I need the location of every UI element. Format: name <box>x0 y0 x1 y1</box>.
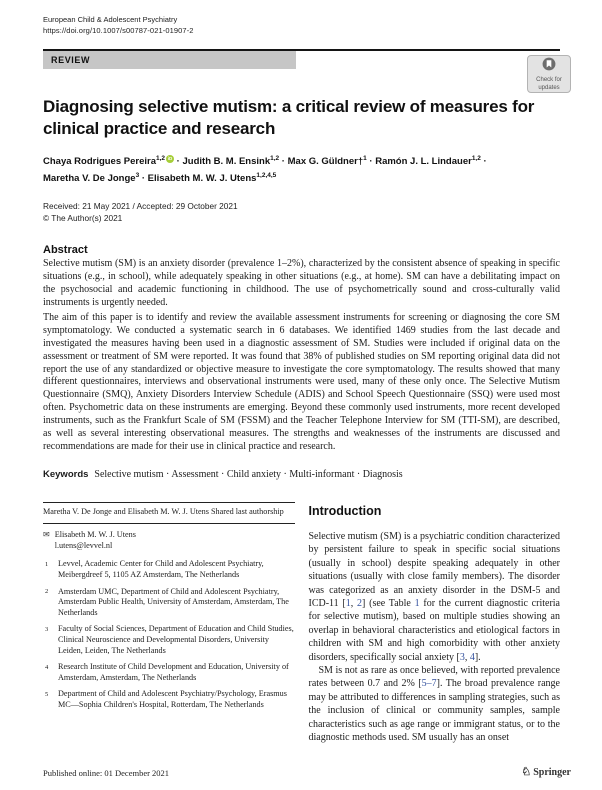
author: Chaya Rodrigues Pereira$^{1,2}$ <box>43 155 166 168</box>
citation-link[interactable]: 5–7 <box>421 678 437 690</box>
author: Elisabeth M. W. J. Utens$^{1,2,4,5}$ <box>147 172 277 185</box>
author-separator: · <box>174 156 183 168</box>
check-for-updates-badge[interactable] <box>527 55 571 93</box>
springer-logo <box>521 767 571 778</box>
affiliation-text: Levvel, Academic Center for Child and Adolescent Psychiatry, Meibergdreef 5, 1105 AZ Amsterdam, The Netherlands <box>58 559 264 579</box>
copyright-line: © The Author(s) 2021 <box>43 212 123 223</box>
author-separator: · <box>139 173 148 185</box>
affiliation-item <box>43 689 295 710</box>
correspondence-block <box>43 530 295 551</box>
affiliation-list <box>43 559 295 710</box>
correspondence-text <box>55 530 136 551</box>
check-updates-label-line1: Check for <box>536 77 562 83</box>
article-type-banner: REVIEW <box>43 51 296 69</box>
journal-name: European Child & Adolescent Psychiatry <box>43 15 178 24</box>
keywords-line <box>43 468 560 481</box>
author: Maretha V. De Jonge$^3$ <box>43 172 140 185</box>
received-accepted-line: Received: 21 May 2021 / Accepted: 29 October 2021 <box>43 201 238 212</box>
footnote-rule-bottom <box>43 523 295 525</box>
abstract-body <box>43 258 560 454</box>
affiliation-text: Faculty of Social Sciences, Department of Education and Child Studies, Clinical Neuroscience and Developmental Disorders, University Leiden, Leiden, The Netherlands <box>58 624 294 655</box>
keywords-label: Keywords <box>43 468 89 480</box>
introduction-paragraph: Selective mutism (SM) is a psychiatric condition characterized by persistent failure to speak in specific social situations (usually in school) despite speaking adequately in other situations (usually with close family members). The disorder was categorized as an anxiety disorder in the DSM-5 and ICD-11 [1, 2] (see Table 1 for the current diagnostic criteria for selective mutism), based on multiple studies showing an overlap in behavioral characteristics and etiological factors in children with SM and high comorbidity with other anxiety disorders, specifically social anxiety [3, 4]. <box>308 530 560 663</box>
author-list <box>43 152 560 186</box>
author: Ramón J. L. Lindauer$^{1,2}$ <box>375 155 481 168</box>
citation-link[interactable]: 1 <box>414 597 420 609</box>
journal-header <box>43 14 560 36</box>
introduction-paragraph: SM is not as rare as once believed, with reported prevalence rates between 0.7 and 2% [5–7]. The broad prevalence range may be attributed to differences in sampling strategies, such as the inclusion of clinical or community samples, sample characteristics such as age range or immigrant status, or to the diagnostic methods used. SM usually has an onset <box>308 664 560 743</box>
correspondence-email[interactable]: l.utens@levvel.nl <box>54 540 113 550</box>
crossmark-icon <box>542 57 556 76</box>
affiliation-item <box>43 624 295 656</box>
keywords-items: Selective mutism · Assessment · Child anxiety · Multi-informant · Diagnosis <box>94 468 403 480</box>
introduction-heading: Introduction <box>308 503 382 518</box>
banner-row <box>43 51 562 91</box>
envelope-icon: ✉ <box>43 530 50 540</box>
citation-link[interactable]: 2 <box>357 597 363 609</box>
correspondence-name: Elisabeth M. W. J. Utens <box>54 530 136 540</box>
springer-horse-icon: ♘ <box>521 766 532 778</box>
introduction-body <box>309 530 561 745</box>
affiliation-number: 5 <box>45 690 49 698</box>
affiliation-text: Amsterdam UMC, Department of Child and Adolescent Psychiatry, Amsterdam Public Health, University of Amsterdam, Amsterdam, The Netherlands <box>58 586 289 617</box>
citation-link[interactable]: 3 <box>459 651 465 663</box>
citation-link[interactable]: 1 <box>345 597 351 609</box>
affiliation-item <box>43 662 295 683</box>
affiliation-item <box>43 559 295 580</box>
footnote-rule-top <box>43 502 295 504</box>
left-column-footnotes <box>43 502 295 745</box>
shared-authorship-note: Maretha V. De Jonge and Elisabeth M. W. J. Utens Shared last authorship <box>43 507 284 517</box>
doi-link[interactable]: https://doi.org/10.1007/s00787-021-01907-2 <box>43 26 194 35</box>
author: Judith B. M. Ensink$^{1,2}$ <box>182 155 280 168</box>
abstract-paragraph: The aim of this paper is to identify and review the available assessment instruments for screening or diagnosing the core SM symptomatology. We conducted a systematic search in 6 databases. We identified 1469 studies from the last decade and investigated the measures having been used in a diagnostic assessment of SM. Studies were included if original data on the assessment or treatment of SM were reported. It was found that 38% of published studies on SM reporting original data did not report the use of any standardized or objective measure to investigate the core symptomatology. The results showed that many different questionnaires, interviews and observational instruments were used, many of these only once. The Selective Mutism Questionnaire (SMQ), Anxiety Disorders Interview Schedule (ADIS) and School Speech Questionnaire (SSQ) were used most often. Psychometric data on these instruments are emerging. Beyond these commonly used instruments, more recent developed instruments, such as the Frankfurt Scale of SM (FSSM) and the Teacher Telephone Interview for SM (TTI-SM), are described, as well as several interesting observational measures. The strengths and weaknesses of the instruments are discussed and recommendations are made for their use in clinical practice and research. <box>43 311 560 452</box>
affiliation-number: 1 <box>45 560 49 568</box>
affiliation-number: 3 <box>45 625 49 633</box>
author-separator: · <box>480 156 487 168</box>
right-column-introduction <box>309 502 561 745</box>
abstract-heading: Abstract <box>43 244 88 257</box>
author-separator: · <box>279 156 288 168</box>
check-updates-label-line2: updates <box>538 84 560 91</box>
page-footer <box>43 767 571 778</box>
abstract-paragraph: Selective mutism (SM) is an anxiety disorder (prevalence 1–2%), characterized by the consistent absence of speaking in specific situations (e.g., in school), while adequately speaking in other situations (e.g., at home). SM can have a debilitating impact on the psychosocial and academic functioning in childhood. The use of psychometrically sound and cross-culturally valid instruments is urgently needed. <box>43 258 560 309</box>
affiliation-number: 2 <box>45 588 49 596</box>
affiliation-item <box>43 587 295 619</box>
springer-wordmark: Springer <box>533 767 571 778</box>
affiliation-text: Research Institute of Child Development and Education, University of Amsterdam, Amsterdam, The Netherlands <box>58 662 289 682</box>
author: Max G. Güldner†$^1$ <box>287 155 367 168</box>
orcid-icon[interactable]: iD <box>167 156 173 161</box>
article-title: Diagnosing selective mutism: a critical review of measures for clinical practice and research <box>43 97 535 138</box>
two-column-section <box>43 502 560 745</box>
citation-link[interactable]: 4 <box>469 651 475 663</box>
affiliation-text: Department of Child and Adolescent Psychiatry/Psychology, Erasmus MC—Sophia Children's Hospital, Rotterdam, The Netherlands <box>58 689 287 709</box>
affiliation-number: 4 <box>45 663 49 671</box>
author-separator: · <box>366 156 376 168</box>
dates-block <box>43 201 560 224</box>
published-online-text: Published online: 01 December 2021 <box>43 767 170 778</box>
